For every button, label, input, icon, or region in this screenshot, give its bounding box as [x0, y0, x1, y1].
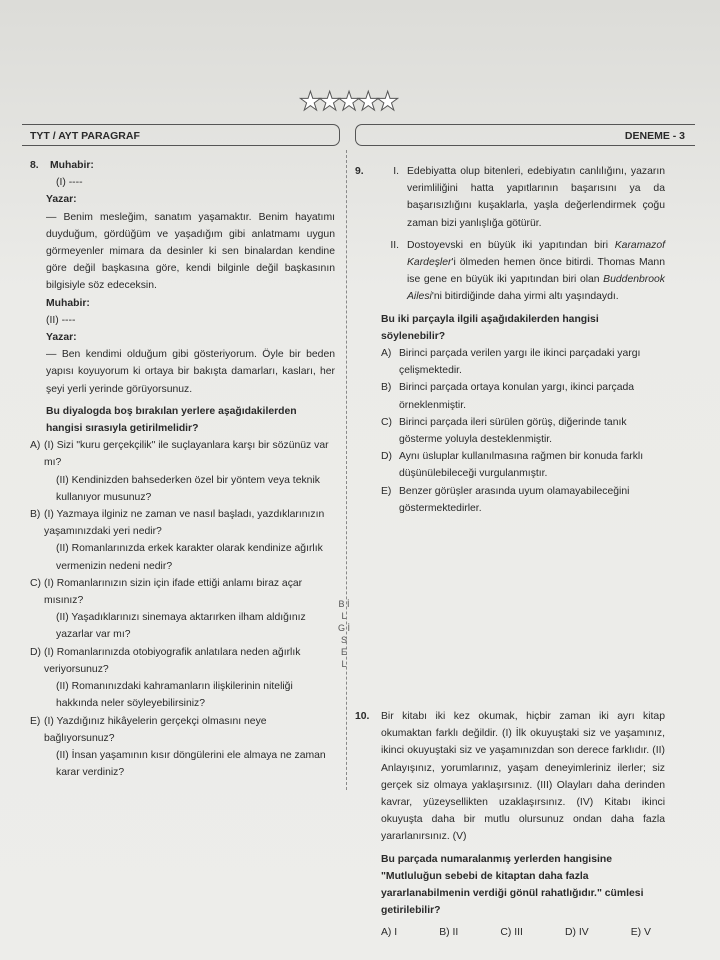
option-e[interactable] — [381, 483, 665, 517]
option-label: B) — [381, 382, 392, 394]
option-a[interactable] — [30, 437, 335, 506]
option-part-i: (I) Romanlarınızda otobiyografik anlatılara neden ağırlık veriyorsunuz? — [44, 646, 301, 675]
option-part-ii: (II) Romanlarınızda erkek karakter olarak kendinize ağırlık vermenizin nedeni nedir? — [56, 543, 323, 572]
question-number: 10. — [355, 711, 370, 722]
option-d[interactable] — [381, 448, 665, 482]
option-part-ii: (II) Yaşadıklarınızı sinemaya aktarırken ilham aldığınız yazarlar var mı? — [56, 612, 306, 641]
yazar-answer-2: — Ben kendimi olduğum gibi gösteriyorum. Öyle bir beden yapısı koyuyorum ki ortaya bir bakışta damarları, kasları, her şeyi yerli yerinde görüyorsunuz. — [46, 349, 335, 395]
speaker-muhabir: Muhabir: — [46, 297, 90, 309]
option-label: D) — [381, 451, 392, 463]
question-10 — [355, 708, 665, 942]
question-number: 8. — [30, 160, 39, 171]
option-b[interactable] — [30, 506, 335, 575]
choice-c[interactable]: C) III — [500, 927, 523, 939]
option-label: E) — [30, 715, 41, 727]
choice-d[interactable]: D) IV — [564, 927, 589, 939]
option-text: Benzer görüşler arasında uyum olamayabileceğini göstermektedirler. — [399, 485, 630, 514]
option-text: Birinci parçada verilen yargı ile ikinci parçadaki yargı çelişmektedir. — [399, 348, 641, 377]
blank-1: (I) ---- — [56, 177, 83, 189]
option-label: C) — [30, 577, 41, 589]
question-9 — [355, 163, 665, 517]
margin-vertical-text: B İ L G İ S E L — [338, 599, 351, 669]
option-label: D) — [30, 646, 41, 658]
speaker-muhabir: Muhabir: — [50, 160, 94, 171]
yazar-answer-1: — Benim mesleğim, sanatım yaşamaktır. Benim hayatımı duyduğum, gördüğüm ve yaşadığım gibi anlatmamı uygun görmeyenler mimara da desinler ki sen binalardan kendine göre değil başkasına göre, kendi bilginle değil başkasının bilgisiyle söz edeceksin. — [46, 211, 335, 292]
question-8 — [30, 157, 335, 781]
option-label: C) — [381, 416, 392, 428]
choice-e[interactable]: E) V — [630, 927, 651, 939]
header-left-title: TYT / AYT PARAGRAF — [22, 124, 340, 146]
blank-2: (II) ---- — [46, 314, 76, 326]
statement-text: Dostoyevski en büyük iki yapıtından biri Karamazof Kardeşler'i ölmeden hemen önce bitirdi. Thomas Mann ise gene en büyük iki yapıtından biri olan Buddenbrook Ailesi'ni bitirdiğinde daha yirmi altı yaşındaydı. — [407, 239, 665, 303]
question-stem: Bu parçada numaralanmış yerlerden hangisine "Mutluluğun sebebi de kitaptan daha fazla yararlanabilmenin verdiği gönül rahatlığıdır." cümlesi getirilebilir? — [381, 853, 644, 917]
option-part-i: (I) Sizi "kuru gerçekçilik" ile suçlayanlara karşı bir sözünüz var mı? — [44, 440, 329, 469]
option-part-ii: (II) Romanınızdaki kahramanların ilişkilerinin niteliği hakkında neler söyleyebilirsiniz? — [56, 681, 293, 710]
choice-b[interactable]: B) II — [439, 927, 459, 939]
option-part-i: (I) Yazdığınız hikâyelerin gerçekçi olmasını neye bağlıyorsunuz? — [44, 715, 267, 744]
option-a[interactable] — [381, 345, 665, 379]
header-right-title: DENEME - 3 — [355, 124, 695, 146]
option-e[interactable] — [30, 713, 335, 782]
option-part-i: (I) Yazmaya ilginiz ne zaman ve nasıl başladı, yazdıklarınızın yaşamınızdaki yeri nedir? — [44, 509, 325, 538]
option-part-i: (I) Romanlarınızın sizin için ifade ettiği anlamı biraz açar mısınız? — [44, 577, 303, 607]
stars-decoration: ★★★★★ — [298, 86, 396, 116]
statement-text: Edebiyatta olup bitenleri, edebiyatın canlılığını, yazarın verimliliğini hatta yapıtlarının başarısını ya da başarısızlığını kuşaklarla, yaşla değerlendirmek çoğu zaman bizi yanlışlığa götürür. — [407, 166, 665, 229]
option-text: Aynı üsluplar kullanılmasına rağmen bir konuda farklı düşünülebileceği vurgulanmıştır. — [399, 451, 644, 480]
statement-number: I. — [393, 166, 399, 177]
option-b[interactable] — [381, 379, 665, 413]
option-label: A) — [381, 348, 392, 360]
option-d[interactable] — [30, 644, 335, 713]
option-part-ii: (II) İnsan yaşamının kısır döngülerini ele almaya ne zaman karar verdiniz? — [56, 749, 326, 779]
question-number: 9. — [355, 166, 364, 177]
option-text: Birinci parçada ortaya konulan yargı, ikinci parçada örneklenmiştir. — [399, 382, 635, 411]
option-c[interactable] — [381, 414, 665, 448]
option-c[interactable] — [30, 575, 335, 644]
statement-number: II. — [390, 239, 399, 251]
statement-i — [381, 163, 665, 232]
speaker-yazar: Yazar: — [46, 194, 77, 206]
passage-text: Bir kitabı iki kez okumak, hiçbir zaman iki ayrı kitap okumaktan farklı değildir. (I) İlk okuyuştaki siz ve yaşamınız, ikinci okuyuştaki siz ve yaşamınızdan son derece farklıdır. (II) Anlayışınız, yorumlarınız, yaşam deneyimleriniz ilerler; siz gerçek siz olmaya yaklaşırsınız. (III) Olayları daha derinden kavrar, yüzeysellikten uzaklaşırsınız. (IV) Kitabı ikinci okuyuşta daha bir mutlu olursunuz ondan daha fazla yararlanırsınız. (V) — [381, 711, 665, 843]
speaker-yazar: Yazar: — [46, 332, 77, 344]
option-part-ii: (II) Kendinizden bahsederken özel bir yöntem veya teknik kullanıyor musunuz? — [56, 474, 320, 503]
option-label: E) — [381, 485, 392, 497]
column-divider — [346, 150, 347, 790]
choice-a[interactable]: A) I — [381, 927, 398, 939]
question-stem: Bu diyalogda boş bırakılan yerlere aşağıdakilerden hangisi sırasıyla getirilmelidir? — [46, 405, 297, 435]
answer-choices — [381, 924, 651, 941]
question-stem: Bu iki parçayla ilgili aşağıdakilerden hangisi söylenebilir? — [381, 313, 599, 342]
option-label: A) — [30, 440, 41, 452]
statement-ii — [381, 237, 665, 306]
option-label: B) — [30, 509, 41, 521]
option-text: Birinci parçada ileri sürülen görüş, diğerinde tanık gösterme yoluyla desteklenmiştir. — [399, 416, 627, 446]
